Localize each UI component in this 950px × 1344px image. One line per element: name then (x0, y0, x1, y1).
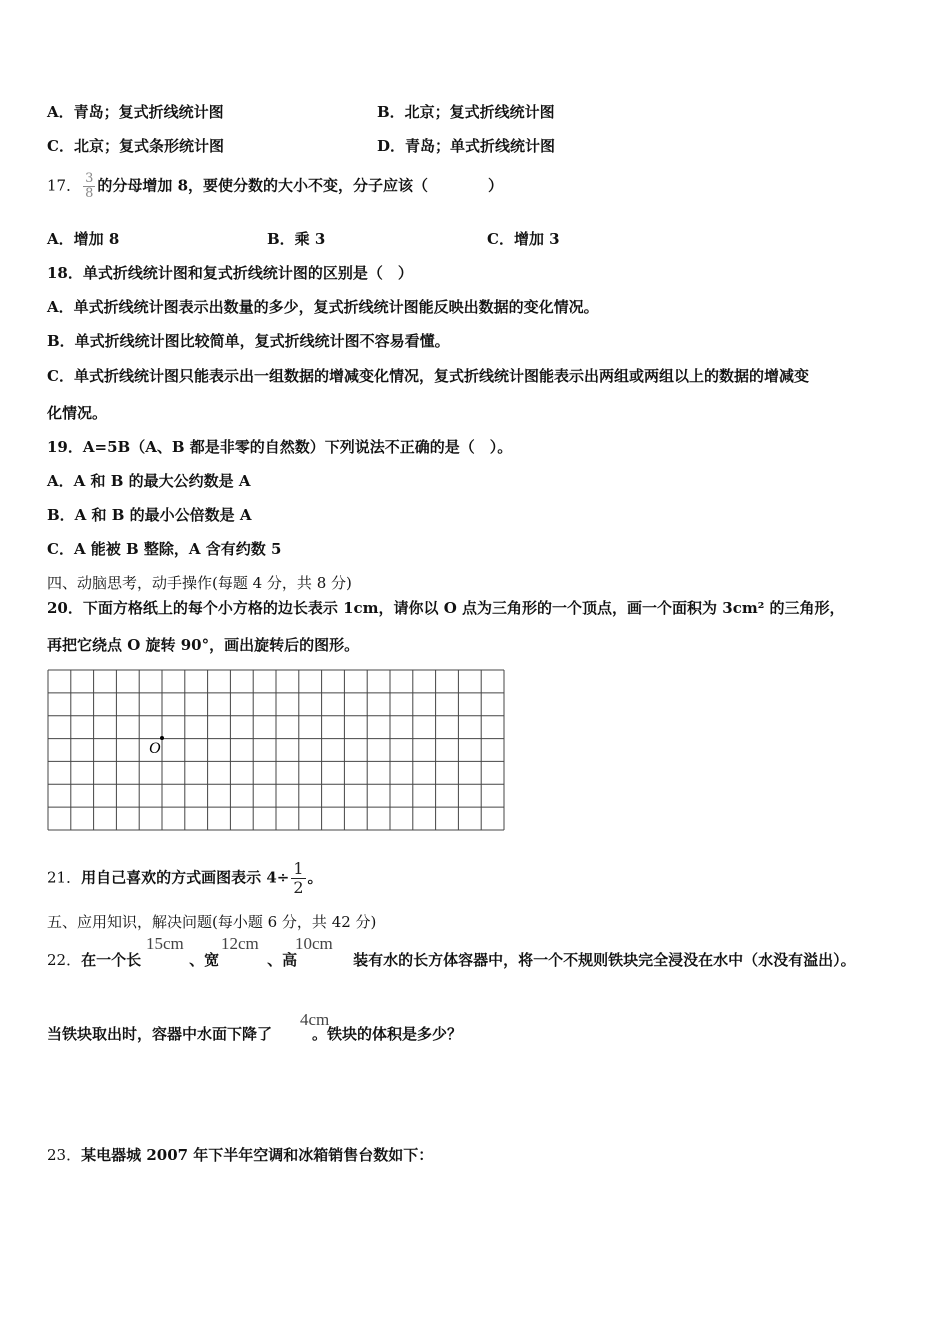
q17-stem (47, 172, 503, 201)
q19-option-b: B．A 和 B 的最小公倍数是 A (47, 506, 252, 524)
q23-number: 23． (47, 1146, 82, 1164)
q22-text-1: 在一个长 (81, 951, 142, 969)
q17-option-b: B．乘 3 (267, 230, 326, 248)
q21-fraction (291, 860, 305, 897)
q20-line1: 20．下面方格纸上的每个小方格的边长表示 1cm，请你以 O 点为三角形的一个顶点，画一个面积为 3cm² 的三角形， (47, 599, 845, 617)
q16-option-b: B．北京；复式折线统计图 (377, 103, 555, 121)
q21-fraction-denominator: 2 (293, 878, 304, 897)
q16-option-d: D．青岛；单式折线统计图 (377, 137, 556, 155)
q22-line2 (47, 1024, 462, 1044)
q22-text-2: 、宽 (189, 951, 220, 969)
q17-fraction-denominator: 8 (85, 186, 94, 201)
q18-stem: 18．单式折线统计图和复式折线统计图的区别是（ ） (47, 264, 413, 282)
q23-stem (47, 1145, 433, 1165)
q22-width-value: 12cm (221, 934, 259, 953)
q22-text-3: 、高 (267, 951, 298, 969)
q17-text: 的分母增加 8，要使分数的大小不变，分子应该（ ） (97, 176, 504, 195)
q21-fraction-numerator: 1 (293, 859, 304, 878)
q18-option-a: A．单式折线统计图表示出数量的多少，复式折线统计图能反映出数据的变化情况。 (47, 298, 599, 316)
q19-option-c: C．A 能被 B 整除，A 含有约数 5 (47, 540, 282, 558)
q18-option-b: B．单式折线统计图比较简单，复式折线统计图不容易看懂。 (47, 332, 450, 350)
q18-option-c-line2: 化情况。 (47, 404, 108, 422)
q21-stem (47, 860, 323, 897)
q16-option-a: A．青岛；复式折线统计图 (47, 103, 224, 121)
section-5-heading: 五、应用知识，解决问题(每小题 6 分，共 42 分) (47, 913, 377, 931)
q21-number: 21． (47, 868, 82, 887)
q22-text-5: 当铁块取出时，容器中水面下降了 (47, 1025, 273, 1043)
q21-text: 用自己喜欢的方式画图表示 4÷ (81, 868, 290, 887)
square-grid (47, 669, 505, 831)
point-o-label: O (149, 740, 161, 757)
q17-number: 17． (47, 176, 82, 195)
q18-option-c-line1: C．单式折线统计图只能表示出一组数据的增减变化情况，复式折线统计图能表示出两组或两组以上的数据的增减变 (47, 367, 809, 385)
q17-fraction (83, 172, 95, 201)
q16-option-c: C．北京；复式条形统计图 (47, 137, 224, 155)
q22-number: 22． (47, 951, 82, 969)
q19-stem: 19．A=5B（A、B 都是非零的自然数）下列说法不正确的是（ ）。 (47, 438, 513, 456)
q22-length-value: 15cm (146, 934, 184, 953)
q17-fraction-numerator: 3 (85, 171, 94, 186)
q20-line2: 再把它绕点 O 旋转 90°，画出旋转后的图形。 (47, 636, 360, 654)
grid-lines (48, 670, 504, 830)
q21-end: 。 (307, 868, 323, 887)
q17-option-a: A．增加 8 (47, 230, 120, 248)
q22-drop-value: 4cm (300, 1010, 330, 1029)
q17-option-c: C．增加 3 (487, 230, 560, 248)
point-o (160, 736, 164, 740)
q23-text: 某电器城 2007 年下半年空调和冰箱销售台数如下： (81, 1146, 434, 1164)
q22-text-4: 装有水的长方体容器中，将一个不规则铁块完全浸没在水中（水没有溢出）。 (353, 951, 856, 969)
section-4-heading: 四、动脑思考，动手操作(每题 4 分，共 8 分) (47, 574, 352, 592)
q22-height-value: 10cm (295, 934, 333, 953)
q19-option-a: A．A 和 B 的最大公约数是 A (47, 472, 251, 490)
q22-text-6: 。铁块的体积是多少？ (312, 1025, 463, 1043)
